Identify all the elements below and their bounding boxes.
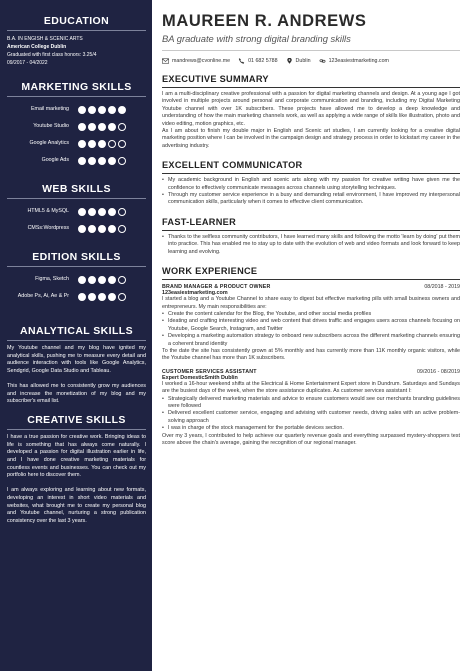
job-dates: 08/2018 - 2019 bbox=[424, 284, 460, 291]
email-text: mandrews@cvonline.me bbox=[172, 58, 231, 64]
rating-dot-filled bbox=[108, 225, 116, 233]
rating-dot-filled bbox=[98, 293, 106, 301]
rating-dot-filled bbox=[78, 106, 86, 114]
rating-dot-empty bbox=[118, 123, 126, 131]
list-item: • Delivered excellent customer service, engaging and advising with customer needs, driving sales with an active problem-solving approach bbox=[162, 410, 460, 425]
job-outcome: Over my 3 years, I contributed to help achieve our quarterly revenue goals and everything surpassed mystery-shoppers test score above the chain's average, gaining the recognition of our regional manager. bbox=[162, 432, 460, 446]
rating-dot-filled bbox=[108, 123, 116, 131]
rating-dot-filled bbox=[118, 106, 126, 114]
divider bbox=[7, 198, 146, 199]
education-degree: B.A. IN ENGISH & SCENIC ARTS bbox=[7, 36, 83, 42]
divider bbox=[7, 96, 146, 97]
rating-dot-filled bbox=[78, 276, 86, 284]
job-title: BRAND MANAGER & PRODUCT OWNER bbox=[162, 284, 271, 291]
skill-name: HTML5 & MySQL bbox=[27, 208, 69, 214]
skill-rating bbox=[78, 293, 146, 301]
marketing-skills-list bbox=[7, 101, 146, 169]
skill-rating bbox=[78, 140, 146, 148]
communicator-list bbox=[162, 177, 460, 207]
list-item: • Ideating and crafting interesting video and web content that drives traffic and engages users across channels focusing on Youtube, Google Search, Instagram, and Twitter bbox=[162, 318, 460, 333]
divider bbox=[162, 230, 460, 231]
job-duties bbox=[162, 311, 460, 348]
skill-row bbox=[7, 152, 146, 169]
rating-dot-filled bbox=[108, 106, 116, 114]
rating-dot-filled bbox=[78, 225, 86, 233]
divider bbox=[7, 429, 146, 430]
rating-dot-filled bbox=[98, 123, 106, 131]
marketing-skills-heading: MARKETING SKILLS bbox=[21, 81, 132, 93]
website-text: 123easiestmarketing.com bbox=[328, 58, 389, 64]
skill-name: Youtube Studio bbox=[33, 123, 69, 129]
job-dates: 09/2016 - 08/2019 bbox=[416, 368, 460, 375]
rating-dot-filled bbox=[108, 208, 116, 216]
skill-row bbox=[7, 203, 146, 220]
skill-rating bbox=[78, 123, 146, 131]
location-pin-icon bbox=[286, 58, 293, 64]
skill-row bbox=[7, 220, 146, 237]
skill-name: Google Analytics bbox=[29, 140, 69, 146]
candidate-name: MAUREEN R. ANDREWS bbox=[162, 12, 367, 30]
rating-dot-filled bbox=[98, 225, 106, 233]
rating-dot-filled bbox=[78, 157, 86, 165]
communicator-heading: EXCELLENT COMMUNICATOR bbox=[162, 160, 303, 171]
skill-rating bbox=[78, 225, 146, 233]
list-item: • I was in charge of the stock management for the portable devices section. bbox=[162, 425, 460, 432]
rating-dot-filled bbox=[108, 157, 116, 165]
skill-name: Email marketing bbox=[31, 106, 69, 112]
divider bbox=[162, 50, 460, 51]
education-school: American College Dublin bbox=[7, 44, 67, 50]
skill-rating bbox=[78, 208, 146, 216]
divider bbox=[162, 87, 460, 88]
list-item: • Thanks to the selfless community contributors, I have learned many skills and following the motto 'learn by doing' put them into practice. This has enabled me to stay up to date with the evolution of web and video formats and look forward to keep learning and evolving. bbox=[162, 234, 460, 256]
skill-row bbox=[7, 288, 146, 305]
skill-row bbox=[7, 118, 146, 135]
contact-phone[interactable] bbox=[238, 58, 277, 64]
skill-name: Figma, Sketch bbox=[35, 276, 69, 282]
web-skills-heading: WEB SKILLS bbox=[42, 183, 111, 195]
education-honours: Graduated with first class honors: 3.25/4 bbox=[7, 52, 97, 58]
fast-learner-list bbox=[162, 234, 460, 256]
contact-website[interactable] bbox=[319, 58, 389, 64]
rating-dot-filled bbox=[78, 208, 86, 216]
skill-name: Adobe Ps, Ai, Ae & Pr bbox=[17, 293, 69, 299]
analytical-skills-text-1: My Youtube channel and my blog have ignited my analytical skills, pushing me to measure every detail and audience interaction with tools like Google Analytics, Sendgrid, Google Data Studio and Tableau. bbox=[7, 345, 146, 375]
job-duties bbox=[162, 396, 460, 433]
divider bbox=[7, 266, 146, 267]
rating-dot-filled bbox=[88, 225, 96, 233]
education-dates: 09/2017 - 04/2022 bbox=[7, 60, 48, 66]
rating-dot-empty bbox=[118, 225, 126, 233]
rating-dot-filled bbox=[88, 123, 96, 131]
rating-dot-filled bbox=[98, 157, 106, 165]
rating-dot-empty bbox=[118, 208, 126, 216]
phone-text: 01 682 5788 bbox=[248, 58, 278, 64]
edition-skills-list bbox=[7, 271, 146, 305]
rating-dot-filled bbox=[98, 140, 106, 148]
job-outcome: To the date the site has consistently grown at 5% monthly and has currently more than 11K monthly organic visitors, while the Youtube channel has more than 1K subscribers. bbox=[162, 347, 460, 362]
rating-dot-filled bbox=[98, 106, 106, 114]
link-icon bbox=[319, 58, 326, 64]
rating-dot-empty bbox=[118, 140, 126, 148]
edition-skills-heading: EDITION SKILLS bbox=[32, 251, 121, 263]
work-experience-heading: WORK EXPERIENCE bbox=[162, 266, 258, 277]
skill-row bbox=[7, 135, 146, 152]
job-entry bbox=[162, 369, 460, 448]
email-icon bbox=[162, 58, 169, 64]
education-heading: EDUCATION bbox=[43, 15, 110, 27]
list-item: • Developing a marketing automation strategy to onboard new subscribers across the different marketing channels ensuring a coherent brand identity bbox=[162, 333, 460, 348]
skill-rating bbox=[78, 106, 146, 114]
rating-dot-filled bbox=[88, 140, 96, 148]
creative-skills-heading: CREATIVE SKILLS bbox=[27, 413, 126, 426]
rating-dot-filled bbox=[98, 208, 106, 216]
candidate-tagline: BA graduate with strong digital branding skills bbox=[162, 33, 351, 44]
skill-row bbox=[7, 101, 146, 118]
rating-dot-filled bbox=[88, 276, 96, 284]
summary-text-1: I am a multi-disciplinary creative professional with a passion for digital marketing channels and design. At a young age I got involved in multiple projects around personal and corporate communication and branding, including my Digital Marketing Youtube channel with over 1K subscribers. These projects have allowed me to develop a deep knowledge and understanding of how the main marketing channels work, as well as applying a wide range of skills like illustration, photo and video editing, motion graphics, etc. bbox=[162, 91, 460, 127]
rating-dot-filled bbox=[88, 106, 96, 114]
divider bbox=[162, 279, 460, 280]
sidebar bbox=[0, 0, 152, 671]
divider bbox=[7, 30, 146, 31]
rating-dot-filled bbox=[78, 140, 86, 148]
rating-dot-filled bbox=[78, 293, 86, 301]
job-title: CUSTOMER SERVICES ASSISTANT bbox=[162, 368, 257, 375]
rating-dot-filled bbox=[88, 293, 96, 301]
skill-rating bbox=[78, 276, 146, 284]
skill-name: CMSs:Wordpress bbox=[27, 225, 69, 231]
location-text: Dublin bbox=[295, 58, 311, 64]
rating-dot-filled bbox=[78, 123, 86, 131]
rating-dot-empty bbox=[118, 293, 126, 301]
job-organization: Expert DomesticSmith Dublin bbox=[162, 374, 238, 381]
summary-heading: EXECUTIVE SUMMARY bbox=[162, 74, 269, 84]
rating-dot-filled bbox=[88, 157, 96, 165]
list-item: • Create the content calendar for the Blog, the Youtube, and other social media profiles bbox=[162, 311, 460, 318]
skill-name: Google Ads bbox=[41, 157, 69, 163]
summary-text-2: As I am about to finish my double major in English and Scenic art studies, I am currently looking for a creative digital marketing position where I can be involved in the campaign design and strategy process in order to kickstart my career in the advertising industry. bbox=[162, 128, 460, 149]
divider bbox=[7, 340, 146, 341]
rating-dot-filled bbox=[108, 276, 116, 284]
job-organization: 123easiestmarketing.com bbox=[162, 290, 228, 297]
rating-dot-empty bbox=[118, 157, 126, 165]
list-item: • Strategically delivered marketing materials and advice to ensure customers would see our merchants branding guidelines were followed bbox=[162, 396, 460, 411]
contact-location bbox=[286, 58, 311, 64]
skill-row bbox=[7, 271, 146, 288]
analytical-skills-heading: ANALYTICAL SKILLS bbox=[20, 325, 133, 337]
divider bbox=[162, 173, 460, 174]
creative-skills-text-1: I have a true passion for creative work. Bringing ideas to life is something that has always come naturally. I developed a passion for digital illustration earlier in life, and I have done creative marketing materials for countless events and businesses. You can check out my portfolio here to discover them. bbox=[7, 433, 146, 479]
job-intro: I worked a 16-hour weekend shifts at the Electrical & Home Entertainment Expert store in Dundrum. Saturdays and Sundays are the busiest days of the week, when the store assistance duplicates. As customer services assistant I: bbox=[162, 380, 460, 395]
contact-bar bbox=[162, 58, 460, 64]
fast-learner-heading: FAST-LEARNER bbox=[162, 216, 237, 227]
phone-icon bbox=[238, 58, 245, 64]
skill-rating bbox=[78, 157, 146, 165]
rating-dot-empty bbox=[118, 276, 126, 284]
job-intro: I started a blog and a Youtube Channel to share easy to digest but effective marketing pills with small business owners and entrepreneurs. My main responsibilities are: bbox=[162, 296, 460, 310]
list-item: • Through my customer service experience in a busy and demanding retail environment, I have improved my interpersonal communication skills, particularly when it comes to effective client communication. bbox=[162, 192, 460, 207]
web-skills-list bbox=[7, 203, 146, 237]
rating-dot-empty bbox=[108, 140, 116, 148]
list-item: • My academic background in English and scenic arts along with my passion for creative writing have given me the confidence to effectively communicate messages across channels using storytelling techniques. bbox=[162, 177, 460, 192]
rating-dot-filled bbox=[88, 208, 96, 216]
rating-dot-filled bbox=[108, 293, 116, 301]
analytical-skills-text-2: This has allowed me to consistently grow my audiences and increase the monetization of my blog and my subscriber's email list. bbox=[7, 382, 146, 405]
rating-dot-filled bbox=[98, 276, 106, 284]
main-content bbox=[152, 0, 474, 671]
contact-email[interactable] bbox=[162, 58, 230, 64]
creative-skills-text-2: I am always exploring and learning about new formats, developing an interest in short video materials and websites, what brought me to create my personal blog and Youtube channel, nurturing a strong publication consistency over the last 3 years. bbox=[7, 487, 146, 524]
job-entry bbox=[162, 284, 460, 363]
